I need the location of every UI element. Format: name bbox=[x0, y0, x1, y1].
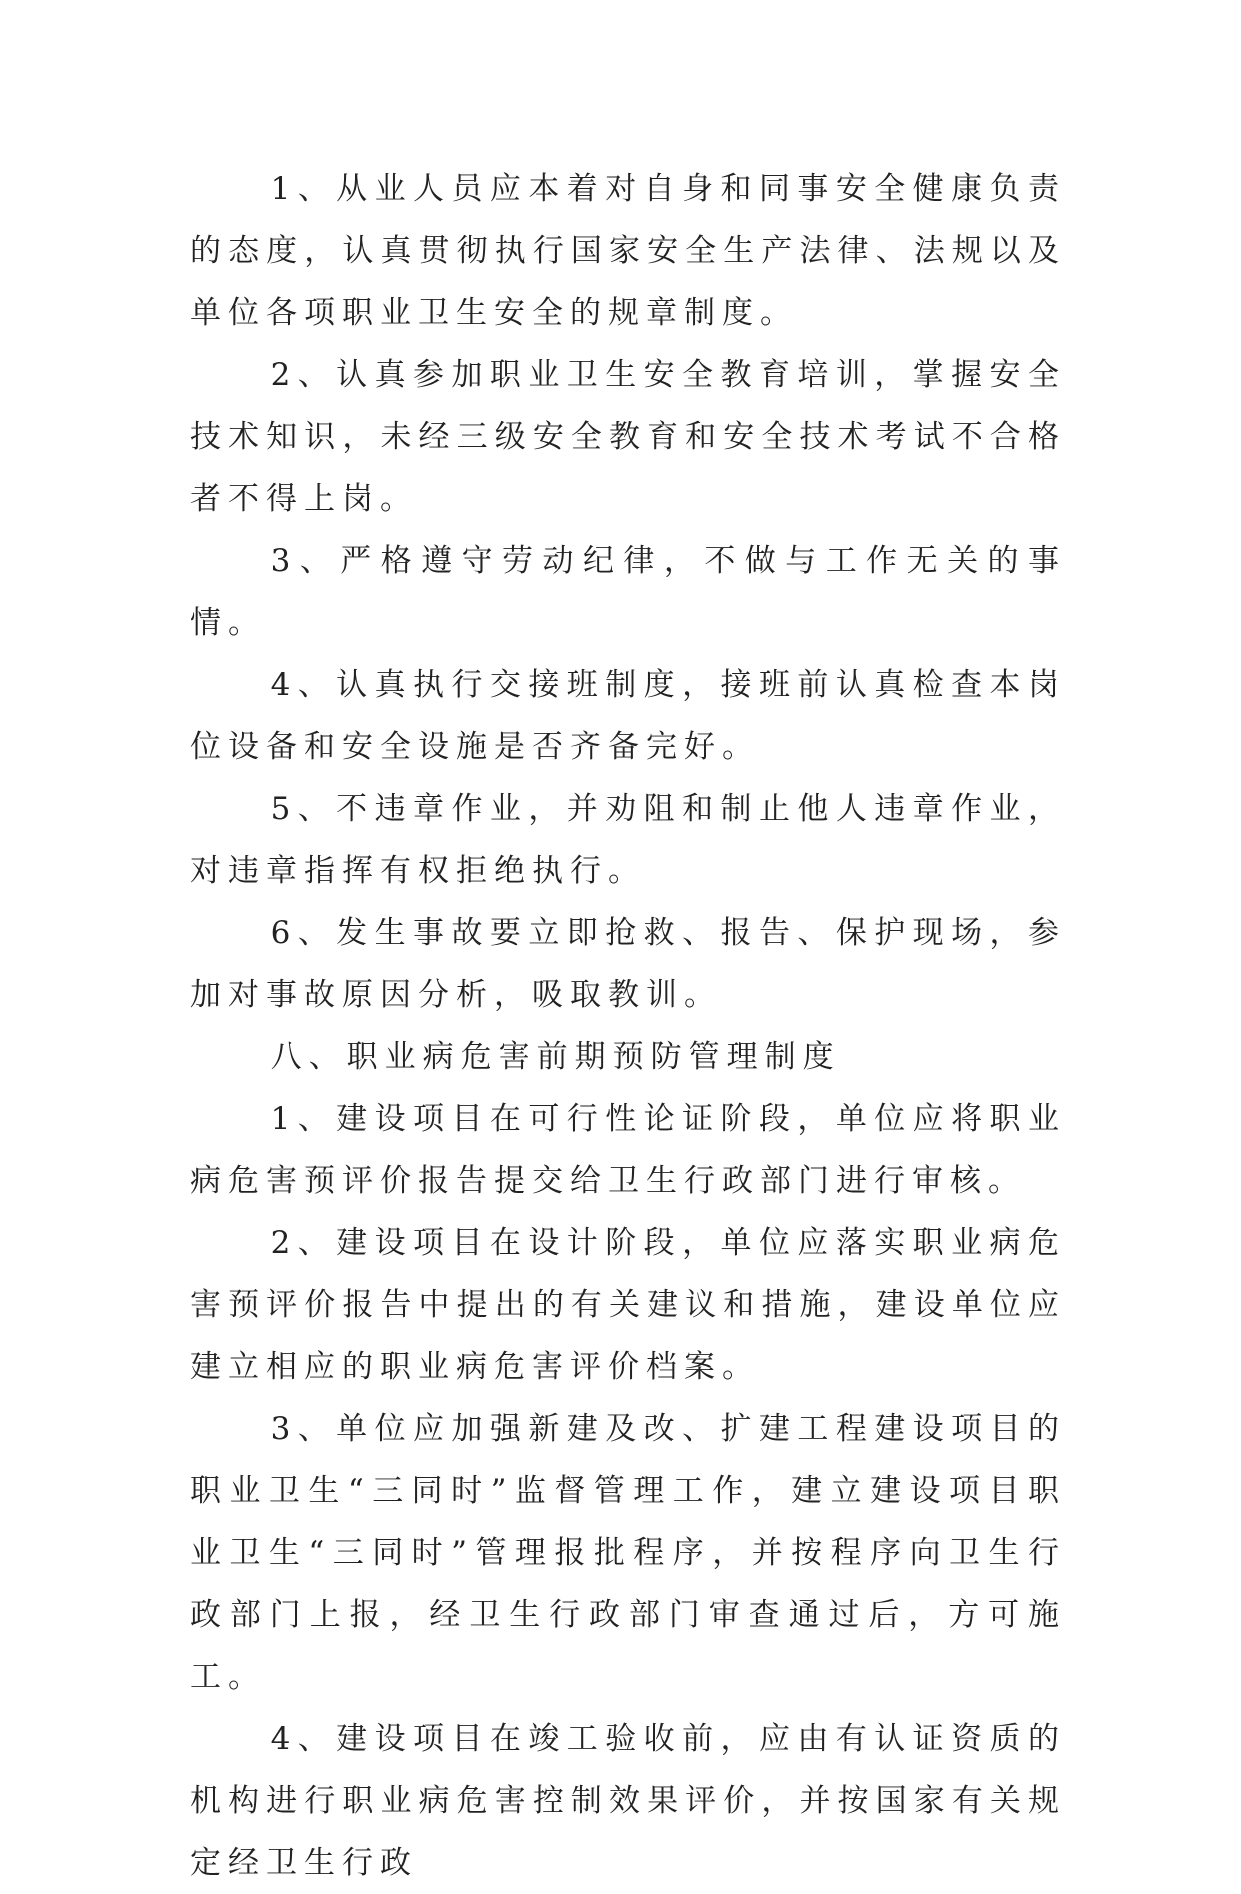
paragraph-item-10: 4、建设项目在竣工验收前，应由有认证资质的机构进行职业病危害控制效果评价，并按国家有关规定经卫生行政 bbox=[190, 1721, 1066, 1881]
paragraph-item-6: 6、发生事故要立即抢救、报告、保护现场，参加对事故原因分析，吸取教训。 bbox=[190, 915, 1066, 1013]
paragraph-item-5: 5、不违章作业，并劝阻和制止他人违章作业，对违章指挥有权拒绝执行。 bbox=[190, 791, 1066, 889]
paragraph-item-7: 1、建设项目在可行性论证阶段，单位应将职业病危害预评价报告提交给卫生行政部门进行审核。 bbox=[190, 1101, 1066, 1199]
document-body bbox=[190, 158, 1066, 1894]
paragraph-item-4: 4、认真执行交接班制度，接班前认真检查本岗位设备和安全设施是否齐备完好。 bbox=[190, 667, 1066, 765]
paragraph-item-1: 1、从业人员应本着对自身和同事安全健康负责的态度，认真贯彻执行国家安全生产法律、法规以及单位各项职业卫生安全的规章制度。 bbox=[190, 171, 1066, 331]
paragraph-item-9: 3、单位应加强新建及改、扩建工程建设项目的职业卫生“三同时”监督管理工作，建立建设项目职业卫生“三同时”管理报批程序，并按程序向卫生行政部门上报，经卫生行政部门审查通过后，方可施工。 bbox=[190, 1411, 1066, 1695]
paragraph-item-8: 2、建设项目在设计阶段，单位应落实职业病危害预评价报告中提出的有关建议和措施，建设单位应建立相应的职业病危害评价档案。 bbox=[190, 1225, 1066, 1385]
paragraph-item-3: 3、严格遵守劳动纪律，不做与工作无关的事情。 bbox=[190, 543, 1066, 641]
section-heading: 八、职业病危害前期预防管理制度 bbox=[270, 1039, 841, 1075]
paragraph-item-2: 2、认真参加职业卫生安全教育培训，掌握安全技术知识，未经三级安全教育和安全技术考试不合格者不得上岗。 bbox=[190, 357, 1066, 517]
